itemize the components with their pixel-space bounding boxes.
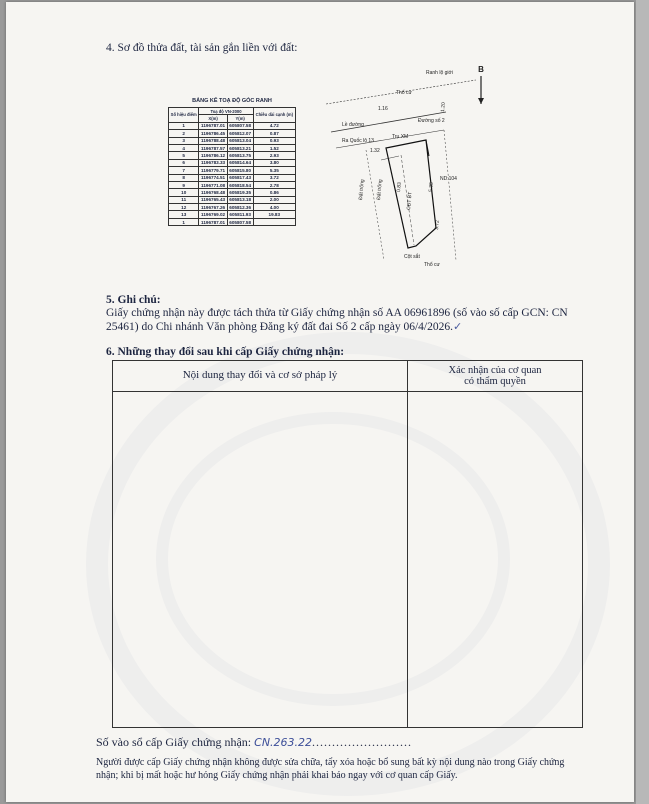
- coordinate-cell-n: 11: [169, 196, 199, 203]
- coordinate-cell-d: 0.86: [253, 189, 295, 196]
- issue-number-line: [96, 735, 412, 750]
- coordinate-row: [169, 159, 296, 166]
- coordinate-row: [169, 189, 296, 196]
- map-label-tru-xm: Trụ XM: [392, 134, 409, 140]
- coordinate-cell-x: 1196774.51: [199, 174, 227, 181]
- coordinate-table-caption: BẢNG KÊ TOẠ ĐỘ GÓC RANH: [192, 98, 272, 104]
- coordinate-cell-n: 1: [169, 218, 199, 225]
- coordinate-cell-d: 2.00: [253, 196, 295, 203]
- coordinate-cell-d: 4.00: [253, 204, 295, 211]
- coordinate-cell-x: 1196768.48: [199, 189, 227, 196]
- section-4-title: 4. Sơ đồ thửa đất, tài sản gắn liền với đất:: [106, 42, 298, 54]
- coordinate-cell-y: 605813.04: [227, 137, 253, 144]
- north-label: B: [478, 65, 484, 74]
- map-label-tho-cu-top: Thổ cư: [396, 90, 412, 96]
- parcel-map: [326, 60, 506, 278]
- changes-table: [112, 360, 583, 728]
- coordinate-cell-n: 6: [169, 159, 199, 166]
- viewer-scrollbar[interactable]: [636, 0, 649, 804]
- coordinate-cell-y: 605813.75: [227, 152, 253, 159]
- checkmark-icon: ✓: [452, 320, 463, 333]
- map-label-dat-trong-2: Đất trống: [376, 179, 384, 201]
- map-label-le-duong: Lề đường: [342, 122, 364, 128]
- coordinate-cell-x: 1196786.45: [199, 130, 227, 137]
- coordinate-cell-y: 605807.58: [227, 218, 253, 225]
- coordinate-cell-x: 1196783.33: [199, 159, 227, 166]
- header-coord: Toạ độ VN-2000: [199, 108, 253, 115]
- coordinate-cell-x: 1196769.02: [199, 211, 227, 218]
- coordinate-row: [169, 144, 296, 151]
- coordinate-cell-y: 605818.54: [227, 181, 253, 188]
- section-5-note: [106, 307, 568, 334]
- map-value-132: 1.32: [370, 148, 380, 154]
- map-label-ranh-gioi: Ranh lộ giới: [426, 70, 453, 76]
- coordinate-cell-n: 9: [169, 181, 199, 188]
- coordinate-cell-n: 4: [169, 144, 199, 151]
- certificate-page: [6, 2, 634, 802]
- coordinate-cell-n: 12: [169, 204, 199, 211]
- changes-table-divider: [407, 361, 408, 727]
- coordinate-row: [169, 152, 296, 159]
- header-x: X(m): [199, 115, 227, 122]
- coordinate-cell-d: 19.83: [253, 211, 295, 218]
- section-5-text: Giấy chứng nhận này được tách thửa từ Giấy chứng nhận số AA 06961896 (số vào số cấp GCN: CN 25461) do Chi nhánh Văn phòng Đăng ký đất đai Số 2 cấp ngày 06/4/2026.: [106, 307, 568, 333]
- coordinate-row: [169, 122, 296, 129]
- changes-col-confirm-line2: có thẩm quyền: [464, 376, 526, 387]
- coordinate-cell-n: 1: [169, 122, 199, 129]
- coordinate-cell-y: 605812.36: [227, 204, 253, 211]
- coordinate-cell-n: 5: [169, 152, 199, 159]
- coordinate-cell-y: 605815.80: [227, 167, 253, 174]
- coordinate-cell-d: 3.72: [253, 174, 295, 181]
- section-5-title: 5. Ghi chú:: [106, 294, 161, 306]
- coordinate-cell-d: [253, 218, 295, 225]
- changes-col-confirm-line1: Xác nhận của cơ quan: [448, 365, 542, 376]
- coordinate-cell-y: 605814.64: [227, 159, 253, 166]
- coordinate-cell-y: 605813.21: [227, 144, 253, 151]
- coordinate-row: [169, 211, 296, 218]
- coordinate-cell-n: 13: [169, 211, 199, 218]
- warning-text: Người được cấp Giấy chứng nhận không được sửa chữa, tẩy xóa hoặc bổ sung bất kỳ nội dung nào trong Giấy chứng nhận; khi bị mất hoặc hư hỏng Giấy chứng nhận phải khai báo ngay với cơ quan cấp Giấy.: [96, 757, 565, 781]
- coordinate-cell-x: 1196786.12: [199, 152, 227, 159]
- map-value-535: 5.35: [428, 181, 435, 193]
- coordinate-cell-n: 8: [169, 174, 199, 181]
- changes-col-confirm: [409, 365, 581, 387]
- coordinate-cell-n: 2: [169, 130, 199, 137]
- map-label-duong-so-2: Đường số 2: [418, 118, 445, 124]
- coordinate-cell-n: 10: [169, 189, 199, 196]
- coordinate-row: [169, 174, 296, 181]
- coordinate-cell-x: 1196767.26: [199, 204, 227, 211]
- coordinate-cell-d: 3.80: [253, 159, 295, 166]
- map-label-cdt: CĐT BT: [406, 191, 414, 211]
- issue-dots: .........................: [312, 735, 413, 749]
- coordinate-cell-d: 5.35: [253, 167, 295, 174]
- map-value-083: 0.83: [396, 181, 403, 193]
- header-length: Chiều dài cạnh (m): [253, 108, 295, 123]
- header-point-no: Số hiệu điểm: [169, 108, 199, 123]
- header-y: Y(m): [227, 115, 253, 122]
- map-label-dat-trong-1: Đất trống: [358, 179, 366, 201]
- coordinate-row: [169, 130, 296, 137]
- issue-value: CN.263.22: [254, 736, 313, 749]
- coordinate-rows: [169, 122, 296, 225]
- map-value-372: 3.72: [434, 219, 441, 231]
- coordinate-cell-x: 1196787.57: [199, 144, 227, 151]
- coordinate-cell-x: 1196771.08: [199, 181, 227, 188]
- coordinate-cell-y: 605807.58: [227, 122, 253, 129]
- map-label-ranh-quy-hoach: Ra Quốc lộ 13: [342, 138, 374, 144]
- coordinate-cell-y: 605817.43: [227, 174, 253, 181]
- coordinate-cell-y: 605812.07: [227, 130, 253, 137]
- coordinate-table: [168, 98, 296, 226]
- coordinate-cell-x: 1196787.01: [199, 218, 227, 225]
- coordinate-cell-x: 1196787.01: [199, 122, 227, 129]
- coordinate-cell-d: 4.72: [253, 122, 295, 129]
- coordinate-row: [169, 196, 296, 203]
- map-value-120: 1.20: [440, 101, 447, 113]
- coordinate-cell-n: 7: [169, 167, 199, 174]
- map-label-cot-sat: Cột sắt: [404, 254, 420, 260]
- coordinate-cell-n: 3: [169, 137, 199, 144]
- coordinate-row: [169, 218, 296, 225]
- coordinate-cell-d: 0.93: [253, 137, 295, 144]
- coordinate-cell-y: 605813.18: [227, 196, 253, 203]
- map-label-nd104: ND:104: [440, 176, 457, 182]
- coordinate-row: [169, 204, 296, 211]
- coordinate-cell-y: 605811.93: [227, 211, 253, 218]
- coordinate-row: [169, 181, 296, 188]
- coordinate-cell-x: 1196779.71: [199, 167, 227, 174]
- coordinate-row: [169, 137, 296, 144]
- changes-col-content: Nội dung thay đổi và cơ sở pháp lý: [182, 369, 338, 381]
- coordinate-cell-x: 1196788.48: [199, 137, 227, 144]
- coordinate-cell-d: 1.52: [253, 144, 295, 151]
- coordinate-grid: [168, 107, 296, 226]
- coordinate-cell-d: 2.93: [253, 152, 295, 159]
- coordinate-cell-y: 605819.35: [227, 189, 253, 196]
- issue-label: Số vào sổ cấp Giấy chứng nhận:: [96, 735, 252, 749]
- coordinate-cell-d: 0.87: [253, 130, 295, 137]
- map-value-116: 1.16: [378, 106, 388, 112]
- section-6-title: 6. Những thay đổi sau khi cấp Giấy chứng nhận:: [106, 346, 345, 358]
- map-label-tho-cu-bottom: Thổ cư: [424, 262, 440, 268]
- coordinate-cell-x: 1196765.43: [199, 196, 227, 203]
- coordinate-cell-d: 2.78: [253, 181, 295, 188]
- coordinate-row: [169, 167, 296, 174]
